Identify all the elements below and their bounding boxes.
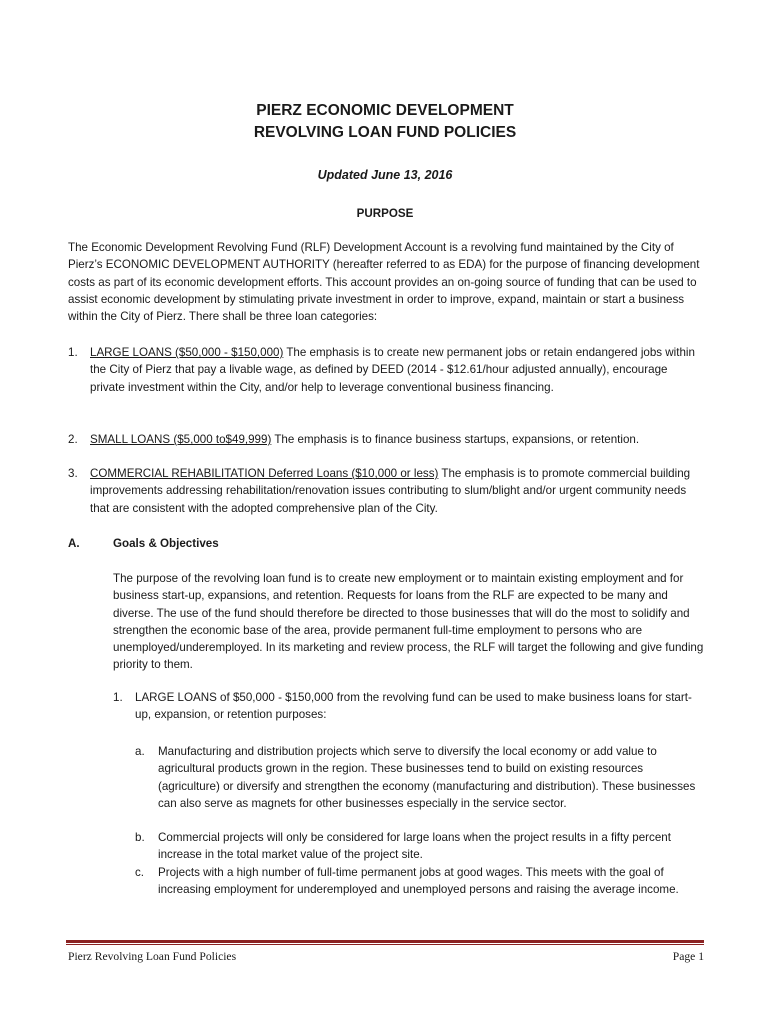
category-title: COMMERCIAL REHABILITATION Deferred Loans ($10,000 or less) <box>90 467 439 480</box>
purpose-heading: PURPOSE <box>356 207 414 220</box>
section-title: Goals & Objectives <box>113 537 219 550</box>
purpose-paragraph: The Economic Development Revolving Fund (RLF) Development Account is a revolving fund maintained by the City of Pierz’s ECONOMIC DEVELOPMENT AUTHORITY (hereafter referred to as EDA) for the purpose of financing development costs as part of its economic development efforts. This account provides an on-going source of funding that can be used to assist economic development by stimulating private investment in order to improve, expand, maintain or start a business within the City of Pierz. There shall be three loan categories: <box>68 241 700 324</box>
category-number: 1. <box>68 346 78 359</box>
category-item <box>68 344 704 396</box>
title-line-1: PIERZ ECONOMIC DEVELOPMENT <box>256 102 514 119</box>
category-text: The emphasis is to promote commercial building improvements addressing rehabilitation/renovation issues contributing to slum/blight and/or urgent community needs that are consistent with the adopted comprehensive plan of the City. <box>90 467 691 515</box>
sub-item-text: Manufacturing and distribution projects which serve to diversify the local economy or add value to agricultural products grown in the region. These businesses tend to build on existing resources (agriculture) or diversify and strengthen the economy (manufacturing and distribution). These businesses can also serve as magnets for other businesses especially in the service sector. <box>158 745 696 810</box>
sub-item <box>135 864 704 899</box>
category-item <box>68 465 704 517</box>
category-text: The emphasis is to create new permanent jobs or retain endangered jobs within the City of Pierz that pay a livable wage, as defined by DEED (2014 - $12.61/hour adjusted annually), encourage private investment within the City, and/or help to leverage conventional business financing. <box>90 346 695 394</box>
category-text: The emphasis is to finance business startups, expansions, or retention. <box>271 433 640 446</box>
footer-rule-thin <box>66 944 704 945</box>
sub-item-letter: b. <box>135 831 145 844</box>
goals-paragraph: The purpose of the revolving loan fund is to create new employment or to maintain existing employment and for business start-up, expansions, and retention. Requests for loans from the RLF are expected to be many and diverse. The use of the fund should therefore be directed to those businesses that will do the most to solidify and strengthen the economic base of the area, provide permanent full-time employment to persons who are unemployed/underemployed. In its marketing and review process, the RLF will target the following and give funding priority to them. <box>113 572 704 672</box>
category-number: 2. <box>68 433 78 446</box>
category-number: 3. <box>68 467 78 480</box>
updated-date: Updated June 13, 2016 <box>317 168 453 182</box>
sub-item-text: Commercial projects will only be considered for large loans when the project results in a fifty percent increase in the total market value of the project site. <box>158 831 671 862</box>
document-title <box>0 100 770 144</box>
item-text: LARGE LOANS of $50,000 - $150,000 from the revolving fund can be used to make business loans for start-up, expansion, or retention purposes: <box>135 691 692 722</box>
sub-item-letter: c. <box>135 866 145 879</box>
footer-title: Pierz Revolving Loan Fund Policies <box>68 950 237 963</box>
sub-item-letter: a. <box>135 745 145 758</box>
sub-item <box>135 829 704 864</box>
large-loans-item <box>113 689 704 724</box>
section-label: A. <box>68 537 80 550</box>
page-number: Page 1 <box>672 950 704 963</box>
category-item <box>68 431 704 448</box>
sub-item <box>135 743 704 812</box>
title-line-2: REVOLVING LOAN FUND POLICIES <box>253 124 517 141</box>
category-title: SMALL LOANS ($5,000 to$49,999) <box>90 433 272 446</box>
category-title: LARGE LOANS ($50,000 - $150,000) <box>90 346 284 359</box>
sub-item-text: Projects with a high number of full-time permanent jobs at good wages. This meets with the goal of increasing employment for underemployed and unemployed persons and raising the average income. <box>158 866 679 897</box>
item-number: 1. <box>113 691 123 704</box>
footer-rule-thick <box>66 940 704 943</box>
